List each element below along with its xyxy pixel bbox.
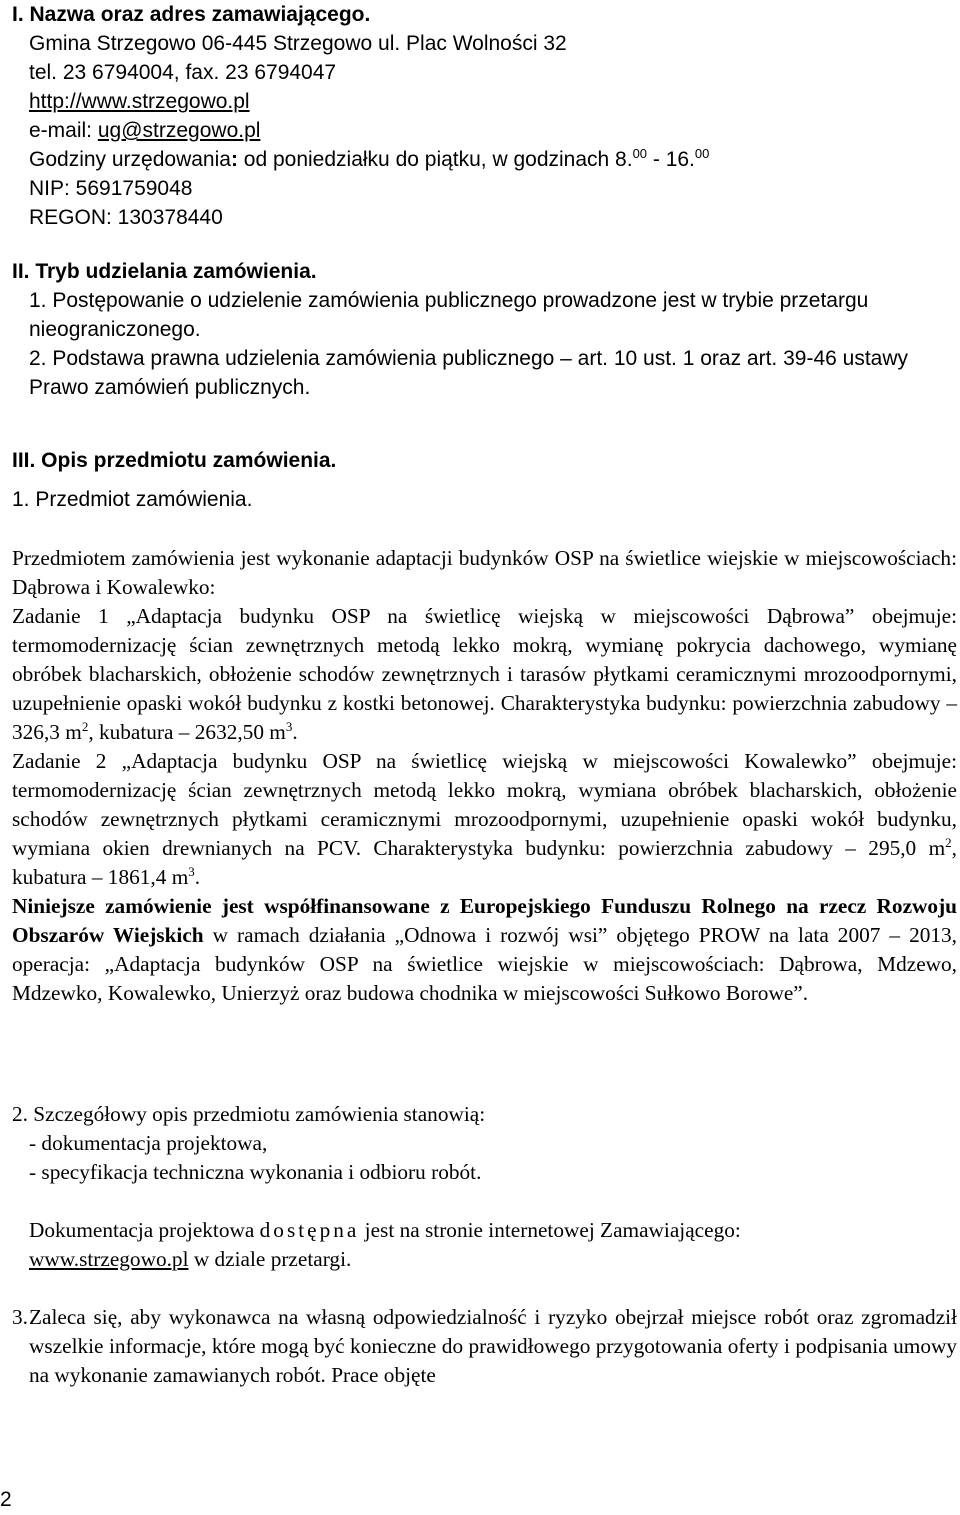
documentation-pre: Dokumentacja projektowa [29, 1218, 260, 1242]
task-2-paragraph [12, 747, 957, 892]
intro-paragraph: Przedmiotem zamówienia jest wykonanie adaptacji budynków OSP na świetlice wiejskie w miejscowościach: Dąbrowa i Kowalewko: [12, 546, 957, 599]
task-2-volume: , kubatura – 1861,4 m [12, 836, 957, 889]
detailed-description-heading: 2. Szczegółowy opis przedmiotu zamówienia stanowią: [12, 1102, 486, 1126]
task-1-volume: , kubatura – 2632,50 m [88, 720, 286, 744]
funding-bold-text: Niniejsze zamówienie jest współfinansowane z Europejskiego Funduszu Rolnego na rzecz Rozwoju Obszarów Wiejskich [12, 894, 957, 947]
section-heading-1: I. Nazwa oraz adres zamawiającego. [12, 3, 371, 26]
documentation-available: dostępna [259, 1218, 360, 1242]
website-link[interactable]: http://www.strzegowo.pl [29, 90, 250, 113]
procedure-item-2: 2. Podstawa prawna udzielenia zamówienia publicznego – art. 10 ust. 1 oraz art. 39-46 ustawy Prawo zamówień publicznych. [29, 347, 909, 399]
office-hours-sup-end: 00 [694, 146, 710, 161]
office-hours-label: Godziny urzędowania [29, 148, 231, 171]
email-line [12, 116, 957, 145]
office-hours-line [12, 145, 957, 174]
page-number: 2 [0, 1488, 12, 1511]
phone-line: tel. 23 6794004, fax. 23 6794047 [29, 61, 337, 84]
website-link-line [12, 87, 957, 116]
email-link[interactable]: ug@strzegowo.pl [97, 119, 261, 142]
email-label: e-mail: [29, 119, 98, 142]
documentation-text [29, 1216, 957, 1274]
documentation-paragraph [29, 1216, 957, 1274]
office-hours-text: od poniedziałku do piątku, w godzinach 8. [237, 148, 633, 171]
task-2-end: . [194, 865, 201, 889]
list-item: - dokumentacja projektowa, [29, 1131, 268, 1155]
section-heading-2: II. Tryb udzielania zamówienia. [12, 260, 317, 283]
site-inspection-paragraph [12, 1303, 957, 1390]
office-hours-sup-start: 00 [632, 146, 648, 161]
task-1-sup-volume: 3 [285, 718, 293, 734]
documentation-end: w dziale przetargi. [188, 1247, 352, 1271]
task-2-sup-volume: 3 [188, 863, 195, 879]
section-ordering-party [12, 0, 957, 232]
address-line: Gmina Strzegowo 06-445 Strzegowo ul. Plac Wolności 32 [29, 32, 567, 55]
regon-line: REGON: 130378440 [29, 206, 223, 229]
office-hours-colon: : [230, 148, 238, 171]
documentation-link[interactable]: www.strzegowo.pl [29, 1247, 189, 1271]
section-heading-3: III. Opis przedmiotu zamówienia. [12, 449, 337, 472]
funding-paragraph [12, 892, 957, 1008]
detailed-description-list [12, 1100, 957, 1187]
procedure-item-1: 1. Postępowanie o udzielenie zamówienia publicznego prowadzone jest w trybie przetargu nieograniczonego. [29, 289, 869, 341]
office-hours-end: - 16. [647, 148, 695, 171]
section-subject [12, 446, 957, 514]
task-1-paragraph [12, 602, 957, 747]
task-2-text: Zadanie 2 „Adaptacja budynku OSP na świetlicę wiejską w miejscowości Kowalewko” obejmuje: termomodernizację ścian zewnętrznych metodą lekko mokrą, wymiana obróbek blacharskich, obłożenie schodów zewnętrznych płytkami ceramicznymi mrozoodpornymi, uzupełnienie opaski wokół budynku, wymiana okien drewnianych na PCV. Charakterystyka budynku: powierzchnia zabudowy – 295,0 m [12, 749, 957, 860]
item-number: 3. [12, 1305, 28, 1329]
list-item: - specyfikacja techniczna wykonania i odbioru robót. [29, 1160, 482, 1184]
documentation-mid: jest na stronie internetowej Zamawiającego: [359, 1218, 741, 1242]
funding-text: w ramach działania „Odnowa i rozwój wsi” objętego PROW na lata 2007 – 2013, operacja: „Adaptacja budynków OSP na świetlice wiejskie w miejscowościach: Dąbrowa, Mdzewo, Mdzewko, Kowalewko, Unierzyż oraz budowa chodnika w miejscowości Sułkowo Borowe”. [12, 923, 957, 1005]
task-1-text: Zadanie 1 „Adaptacja budynku OSP na świetlicę wiejską w miejscowości Dąbrowa” obejmuje: termomodernizację ścian zewnętrznych metodą lekko mokrą, wymianę pokrycia dachowego, wymianę obróbek blacharskich, obłożenie schodów zewnętrznych i tarasów płytkami ceramicznymi mrozoodpornymi, uzupełnienie opaski wokół budynku z kostki betonowej. Charakterystyka budynku: powierzchnia zabudowy – 326,3 m [12, 604, 957, 744]
task-2-sup-area: 2 [945, 834, 952, 850]
subject-subheading: 1. Przedmiot zamówienia. [12, 488, 253, 511]
task-1-sup-area: 2 [81, 718, 89, 734]
site-inspection-text: Zaleca się, aby wykonawca na własną odpowiedzialność i ryzyko obejrzał miejsce robót oraz zgromadził wszelkie informacje, które mogą być konieczne do prawidłowego przygotowania oferty i podpisania umowy na wykonanie zamawianych robót. Prace objęte [29, 1305, 957, 1387]
task-1-end: . [292, 720, 298, 744]
nip-line: NIP: 5691759048 [29, 177, 193, 200]
section-procedure [12, 257, 957, 402]
subject-description [12, 544, 957, 1008]
